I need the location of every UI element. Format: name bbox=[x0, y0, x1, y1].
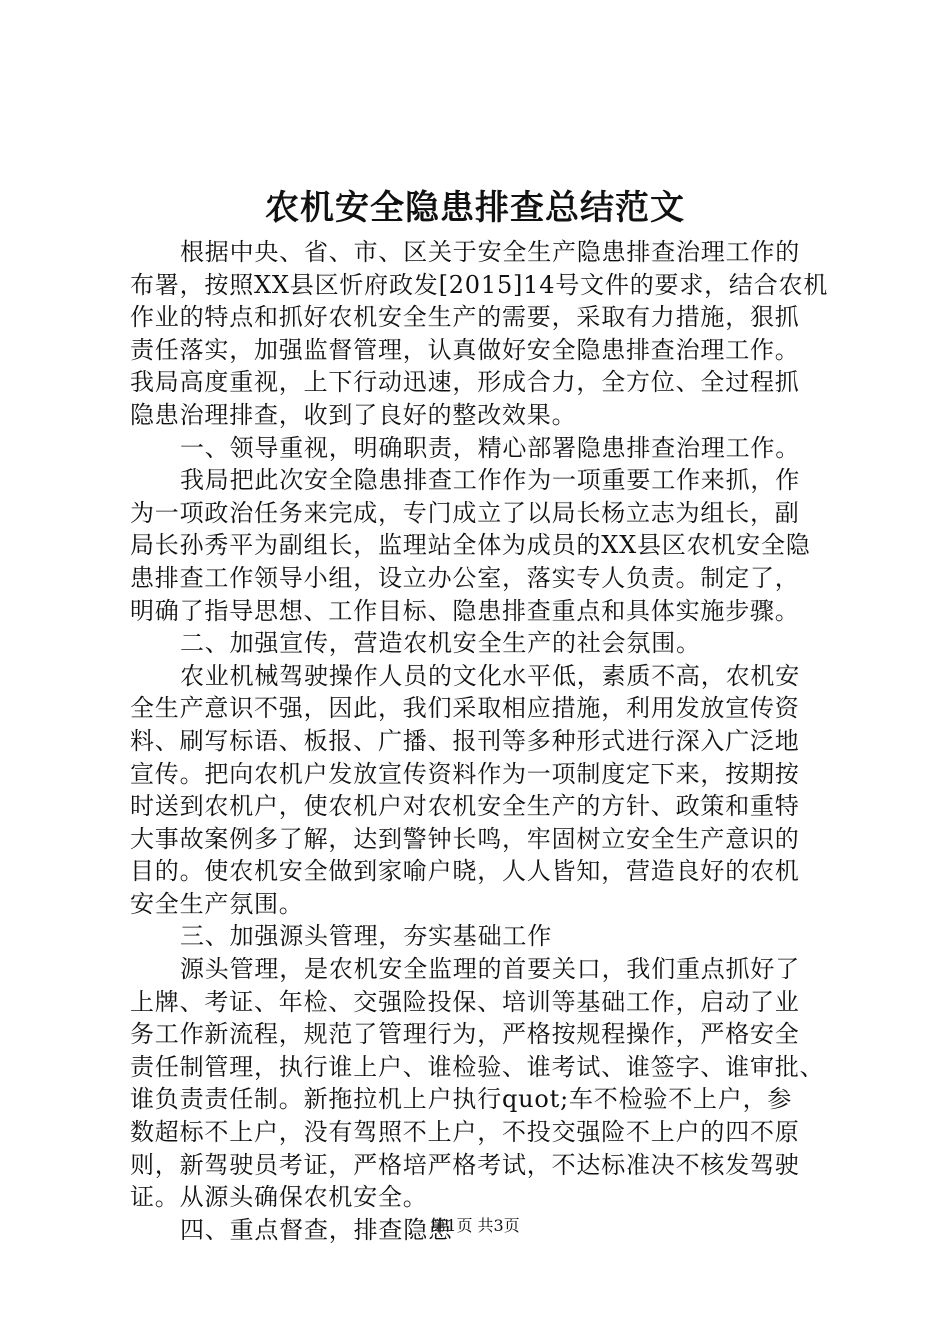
paragraph-line: 农业机械驾驶操作人员的文化水平低，素质不高，农机安 bbox=[180, 661, 800, 690]
paragraph-line: 证。从源头确保农机安全。 bbox=[130, 1183, 428, 1212]
paragraph-line: 隐患治理排查，收到了良好的整改效果。 bbox=[130, 400, 577, 429]
paragraph-line: 我局高度重视，上下行动迅速，形成合力，全方位、全过程抓 bbox=[130, 368, 800, 397]
paragraph-line: 数超标不上户，没有驾照不上户，不投交强险不上户的四不原 bbox=[130, 1118, 800, 1147]
paragraph-line: 料、刷写标语、板报、广播、报刊等多种形式进行深入广泛地 bbox=[130, 726, 800, 755]
paragraph-line: 责任落实，加强监督管理，认真做好安全隐患排查治理工作。 bbox=[130, 335, 800, 364]
section-heading: 四、重点督查，排查隐患 bbox=[180, 1215, 453, 1244]
section-heading: 二、加强宣传，营造农机安全生产的社会氛围。 bbox=[180, 629, 701, 658]
paragraph-line: 全生产意识不强，因此，我们采取相应措施，利用发放宣传资 bbox=[130, 694, 800, 723]
paragraph-line: 安全生产氛围。 bbox=[130, 889, 304, 918]
paragraph-line: 患排查工作领导小组，设立办公室，落实专人负责。制定了， bbox=[130, 563, 800, 592]
section-heading: 三、加强源头管理，夯实基础工作 bbox=[180, 922, 552, 951]
paragraph-line: 责任制管理，执行谁上户、谁检验、谁考试、谁签字、谁审批、 bbox=[130, 1052, 825, 1081]
document-body bbox=[130, 236, 830, 1246]
paragraph-line: 布署，按照XX县区忻府政发[2015]14号文件的要求，结合农机 bbox=[130, 270, 829, 299]
paragraph-line: 明确了指导思想、工作目标、隐患排查重点和具体实施步骤。 bbox=[130, 596, 800, 625]
page-footer: 第1页 共3页 bbox=[430, 1216, 520, 1235]
document-title: 农机安全隐患排查总结范文 bbox=[265, 188, 685, 228]
paragraph-line: 上牌、考证、年检、交强险投保、培训等基础工作，启动了业 bbox=[130, 987, 800, 1016]
paragraph-line: 我局把此次安全隐患排查工作作为一项重要工作来抓，作 bbox=[180, 466, 800, 495]
paragraph-line: 大事故案例多了解，达到警钟长鸣，牢固树立安全生产意识的 bbox=[130, 824, 800, 853]
paragraph-line: 目的。使农机安全做到家喻户晓，人人皆知，营造良好的农机 bbox=[130, 857, 800, 886]
paragraph-line: 为一项政治任务来完成，专门成立了以局长杨立志为组长，副 bbox=[130, 498, 800, 527]
paragraph-line: 务工作新流程，规范了管理行为，严格按规程操作，严格安全 bbox=[130, 1020, 800, 1049]
paragraph-line: 作业的特点和抓好农机安全生产的需要，采取有力措施，狠抓 bbox=[130, 303, 800, 332]
paragraph-line: 源头管理，是农机安全监理的首要关口，我们重点抓好了 bbox=[180, 955, 800, 984]
paragraph-line: 局长孙秀平为副组长，监理站全体为成员的XX县区农机安全隐 bbox=[130, 531, 811, 560]
paragraph-line: 则，新驾驶员考证，严格培严格考试，不达标准决不核发驾驶 bbox=[130, 1150, 800, 1179]
paragraph-line: 时送到农机户，使农机户对农机安全生产的方针、政策和重特 bbox=[130, 792, 800, 821]
section-heading: 一、领导重视，明确职责，精心部署隐患排查治理工作。 bbox=[180, 433, 800, 462]
paragraph-line: 谁负责责任制。新拖拉机上户执行quot;车不检验不上户，参 bbox=[130, 1085, 793, 1114]
paragraph-line: 根据中央、省、市、区关于安全生产隐患排查治理工作的 bbox=[180, 238, 800, 266]
paragraph-line: 宣传。把向农机户发放宣传资料作为一项制度定下来，按期按 bbox=[130, 759, 800, 788]
